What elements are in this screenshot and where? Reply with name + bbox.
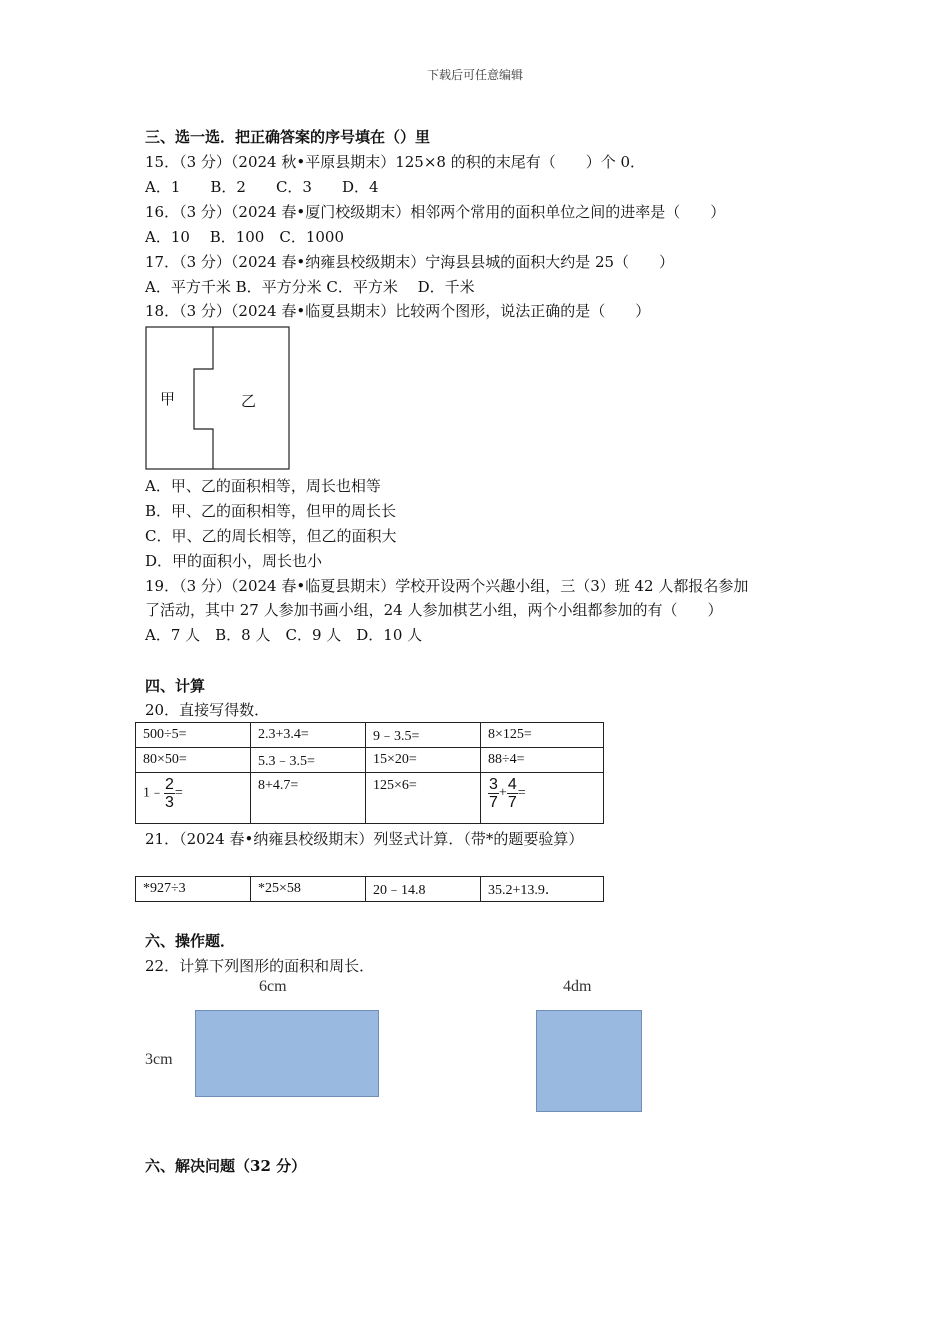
q16-stem: 16．（3 分）（2024 春•厦门校级期末）相邻两个常用的面积单位之间的进率是（ ） (145, 203, 726, 221)
plus-sign: + (498, 785, 507, 801)
q18-option-d: D．甲的面积小，周长也小 (145, 552, 323, 570)
q19-stem-line1: 19．（3 分）（2024 春•临夏县期末）学校开设两个兴趣小组，三（3）班 42 人都报名参加 (145, 577, 749, 595)
table-cell: 35.2+13.9． (481, 877, 604, 902)
fraction-denominator: 3 (165, 794, 174, 811)
rect1-height-label: 3cm (145, 1051, 173, 1068)
table-cell: 15×20= (366, 748, 481, 773)
fraction-denominator: 7 (507, 794, 517, 811)
q17-options: A．平方千米 B．平方分米 C．平方米 D．千米 (145, 278, 475, 296)
q21-stem: 21．（2024 春•纳雍县校级期末）列竖式计算．（带*的题要验算） (145, 830, 584, 848)
q18-figure (145, 326, 291, 472)
q18-option-b: B．甲、乙的面积相等，但甲的周长长 (145, 502, 397, 520)
rectangle-shape (195, 1010, 379, 1097)
fraction (507, 776, 518, 811)
q18-option-a: A．甲、乙的面积相等，周长也相等 (145, 477, 381, 495)
table-cell: *927÷3 (136, 877, 251, 902)
table-cell: 125×6= (366, 773, 481, 824)
q18-stem: 18．（3 分）（2024 春•临夏县期末）比较两个图形，说法正确的是（ ） (145, 302, 651, 320)
q15-stem: 15．（3 分）（2024 秋•平原县期末）125×8 的积的末尾有（ ）个 0． (145, 153, 646, 171)
page-header: 下载后可任意编辑 (426, 68, 523, 82)
section-3-title: 三、选一选．把正确答案的序号填在（）里 (145, 128, 431, 146)
table-row (136, 723, 604, 748)
fraction (488, 776, 499, 811)
fraction-numerator: 2 (165, 776, 174, 793)
section-problem-solving-title: 六、解决问题（32 分） (145, 1157, 307, 1175)
section-4-title: 四、计算 (145, 677, 206, 695)
fraction-numerator: 4 (507, 776, 517, 793)
q18-label-yi: 乙 (241, 392, 257, 410)
q18-option-c: C．甲、乙的周长相等，但乙的面积大 (145, 527, 397, 545)
q22-stem: 22．计算下列图形的面积和周长． (145, 957, 375, 975)
fraction-suffix: = (517, 785, 526, 801)
q20-stem: 20．直接写得数． (145, 701, 270, 719)
fraction-prefix: 1﹣ (143, 785, 164, 801)
table-cell: 8+4.7= (251, 773, 366, 824)
section-6-title: 六、操作题． (145, 932, 236, 950)
table-cell-fraction (481, 773, 604, 824)
q21-table (135, 876, 604, 902)
table-cell: 8×125= (481, 723, 604, 748)
square-shape (536, 1010, 642, 1112)
q18-label-jia: 甲 (160, 390, 176, 408)
q17-stem: 17．（3 分）（2024 春•纳雍县校级期末）宁海县县城的面积大约是 25（ ） (145, 253, 675, 271)
table-row (136, 773, 604, 824)
q19-options: A．7 人 B．8 人 C．9 人 D．10 人 (145, 626, 423, 644)
table-cell: 80×50= (136, 748, 251, 773)
table-cell-fraction (136, 773, 251, 824)
square-side-label: 4dm (563, 978, 592, 995)
fraction (164, 776, 175, 811)
table-row (136, 877, 604, 902)
table-cell: 20﹣14.8 (366, 877, 481, 902)
fraction-numerator: 3 (489, 776, 498, 793)
fraction-denominator: 7 (489, 794, 498, 811)
q15-options: A．1 B．2 C．3 D．4 (145, 178, 379, 196)
q20-table (135, 722, 604, 824)
table-cell: *25×58 (251, 877, 366, 902)
table-cell: 5.3﹣3.5= (251, 748, 366, 773)
rect1-width-label: 6cm (259, 978, 287, 995)
table-cell: 2.3+3.4= (251, 723, 366, 748)
table-row (136, 748, 604, 773)
q19-stem-line2: 了活动，其中 27 人参加书画小组，24 人参加棋艺小组，两个小组都参加的有（ ） (145, 601, 723, 619)
table-cell: 9﹣3.5= (366, 723, 481, 748)
table-cell: 500÷5= (136, 723, 251, 748)
fraction-suffix: = (174, 785, 183, 801)
q16-options: A．10 B．100 C．1000 (145, 228, 344, 246)
table-cell: 88÷4= (481, 748, 604, 773)
